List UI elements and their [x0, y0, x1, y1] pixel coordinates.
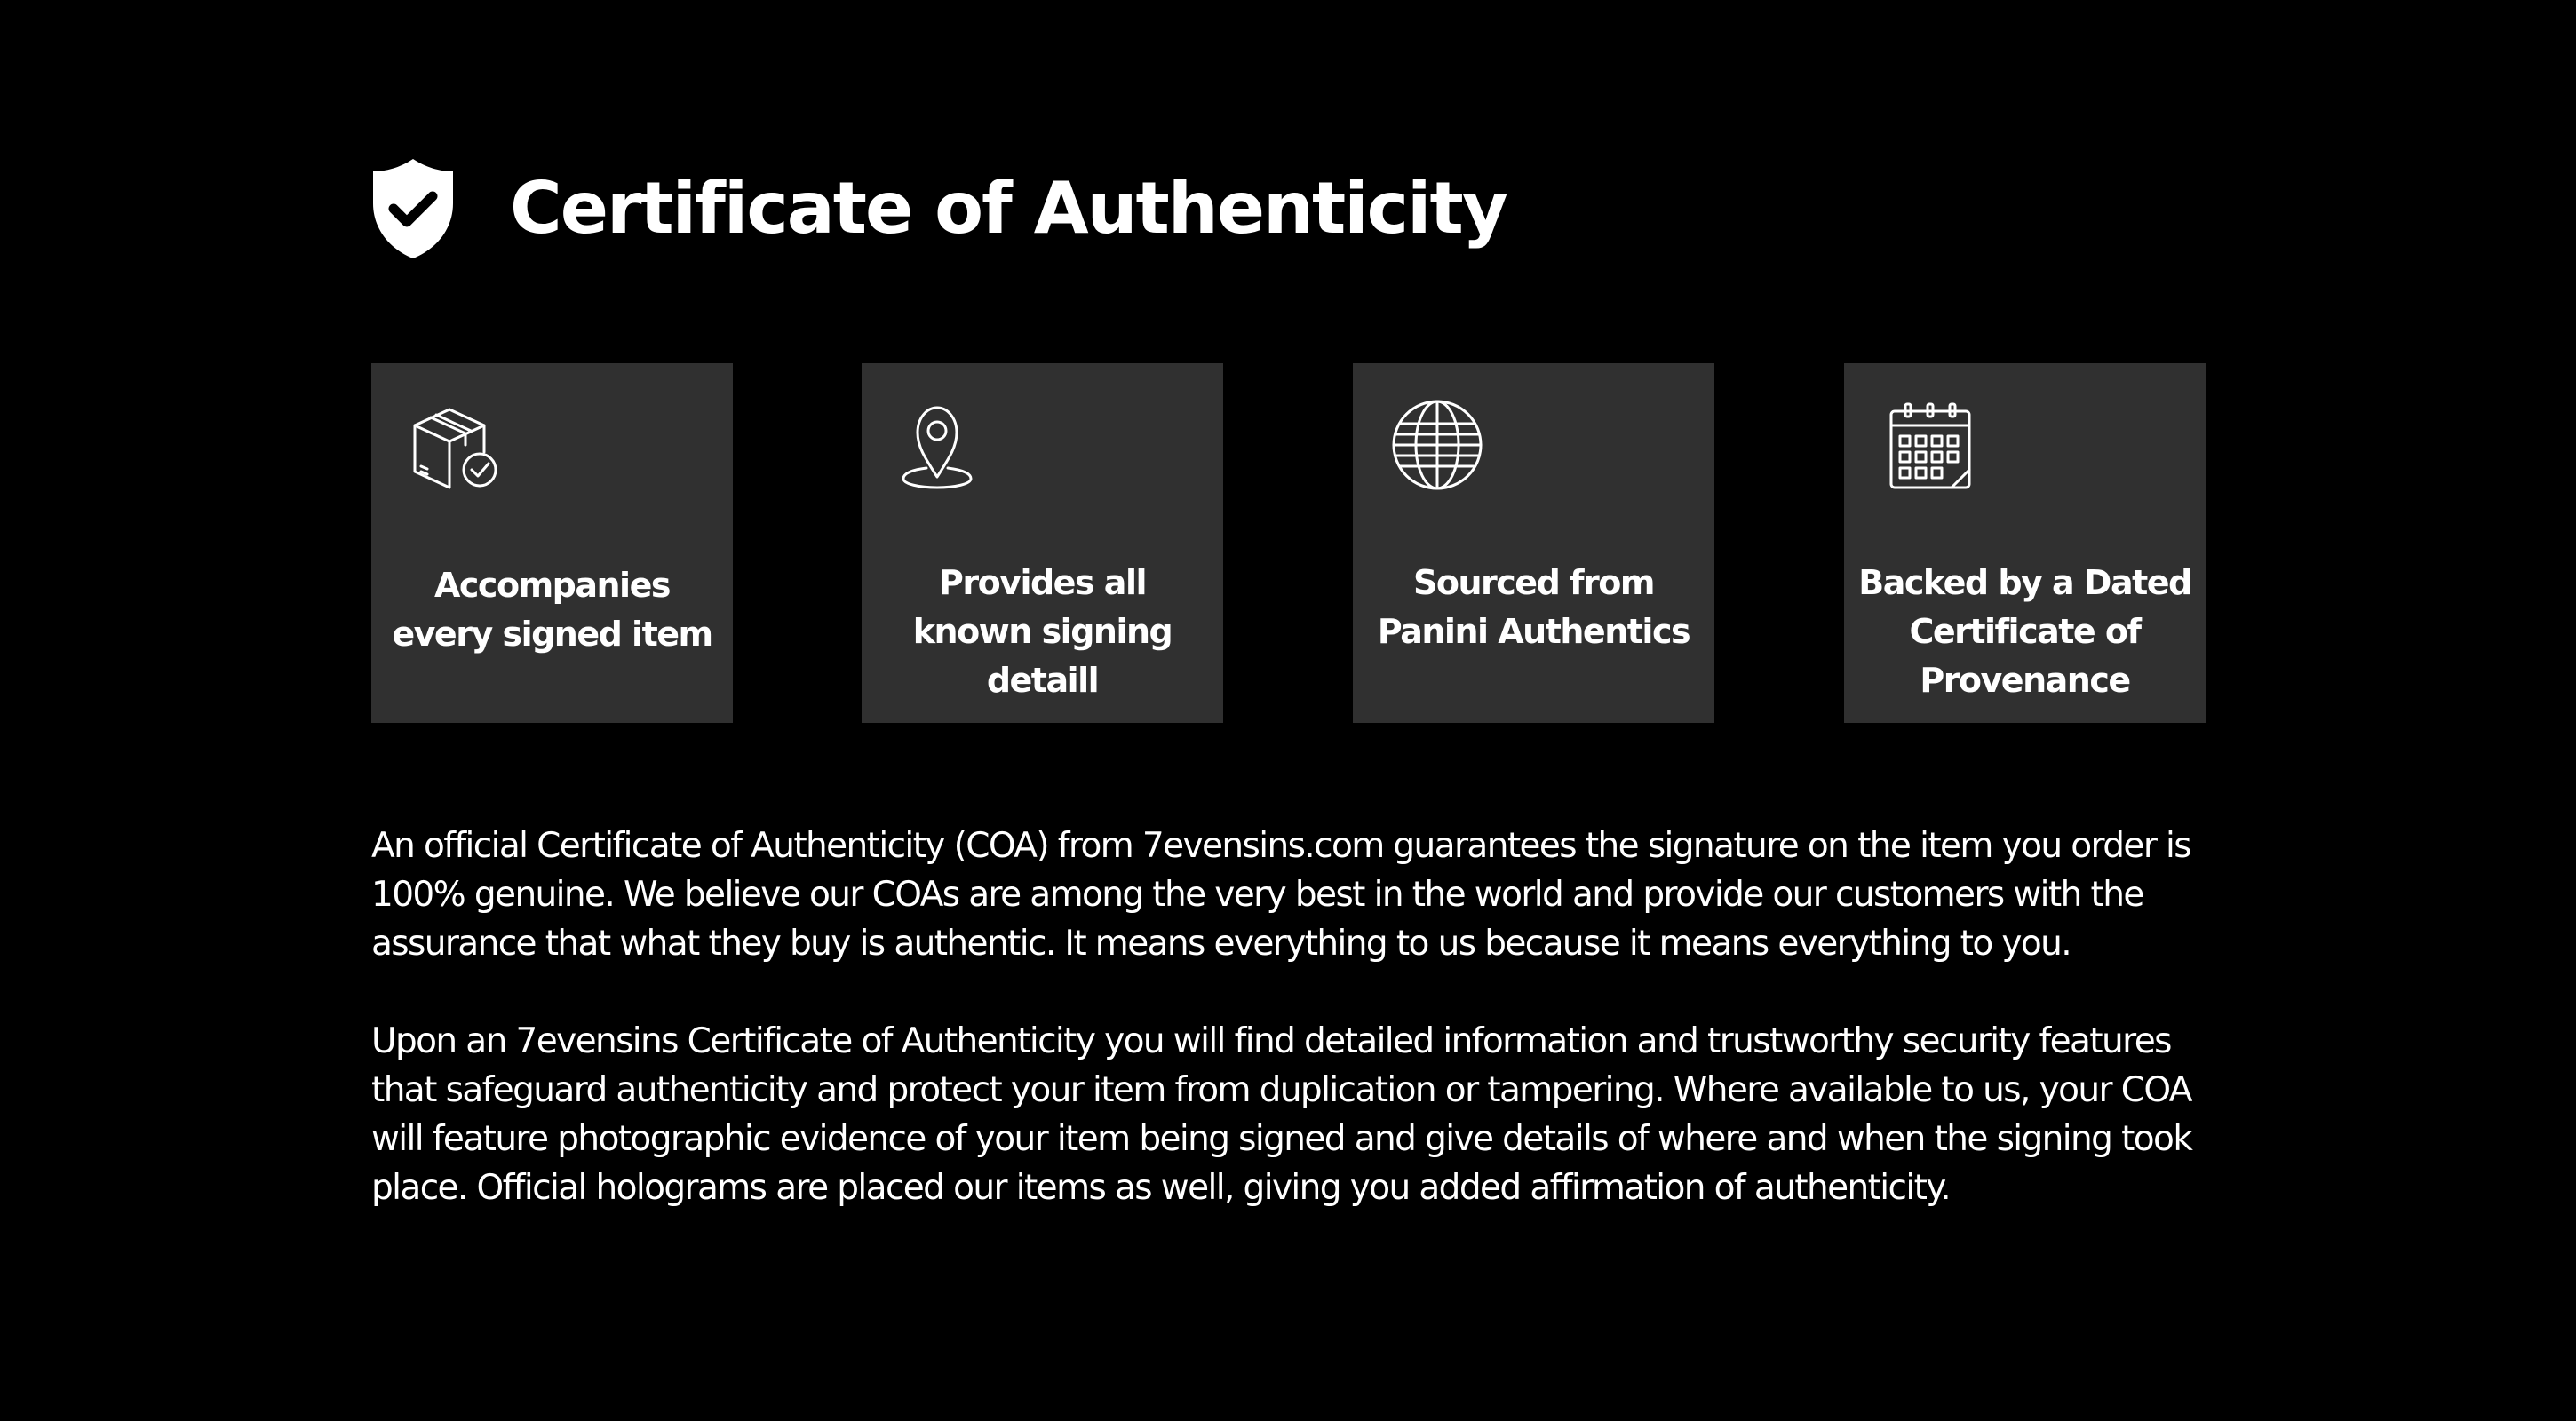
details-paragraph: Upon an 7evensins Certificate of Authenticity you will find detailed information and trustworthy security features that safeguard authenticity and protect your item from duplication or tampering. Where available to us, your COA will feature photographic evidence of your item being signed and give details of where and when the signing took place. Official holograms are placed our items as well, giving you added affirmation of authenticity.: [371, 1021, 2192, 1208]
intro-paragraph: An official Certificate of Authenticity (COA) from 7evensins.com guarantees the signature on the item you order is 100% genuine. We believe our COAs are among the very best in the world and provide our customers with the assurance that what they buy is authentic. It means everything to us because it means everything to you.: [371, 826, 2191, 964]
map-pin-icon: [900, 399, 992, 491]
page-header: [371, 153, 1507, 265]
feature-card-backed: [1844, 363, 2206, 723]
page-title: Certificate of Authenticity: [510, 167, 1507, 250]
package-check-icon: [409, 399, 502, 491]
feature-card-label: Accompanies every signed item: [392, 566, 712, 654]
shield-check-icon: [371, 157, 455, 260]
feature-card-label: Provides all known signing detaill: [912, 563, 1173, 700]
feature-cards: [371, 363, 2206, 723]
feature-card-accompanies: [371, 363, 733, 723]
feature-card-label: Sourced from Panini Authentics: [1377, 563, 1690, 651]
feature-card-sourced: [1353, 363, 1714, 723]
feature-card-signing-detail: [862, 363, 1223, 723]
globe-icon: [1391, 399, 1483, 491]
calendar-icon: [1882, 399, 1975, 491]
feature-card-label: Backed by a Dated Certificate of Provenance: [1858, 563, 2191, 700]
